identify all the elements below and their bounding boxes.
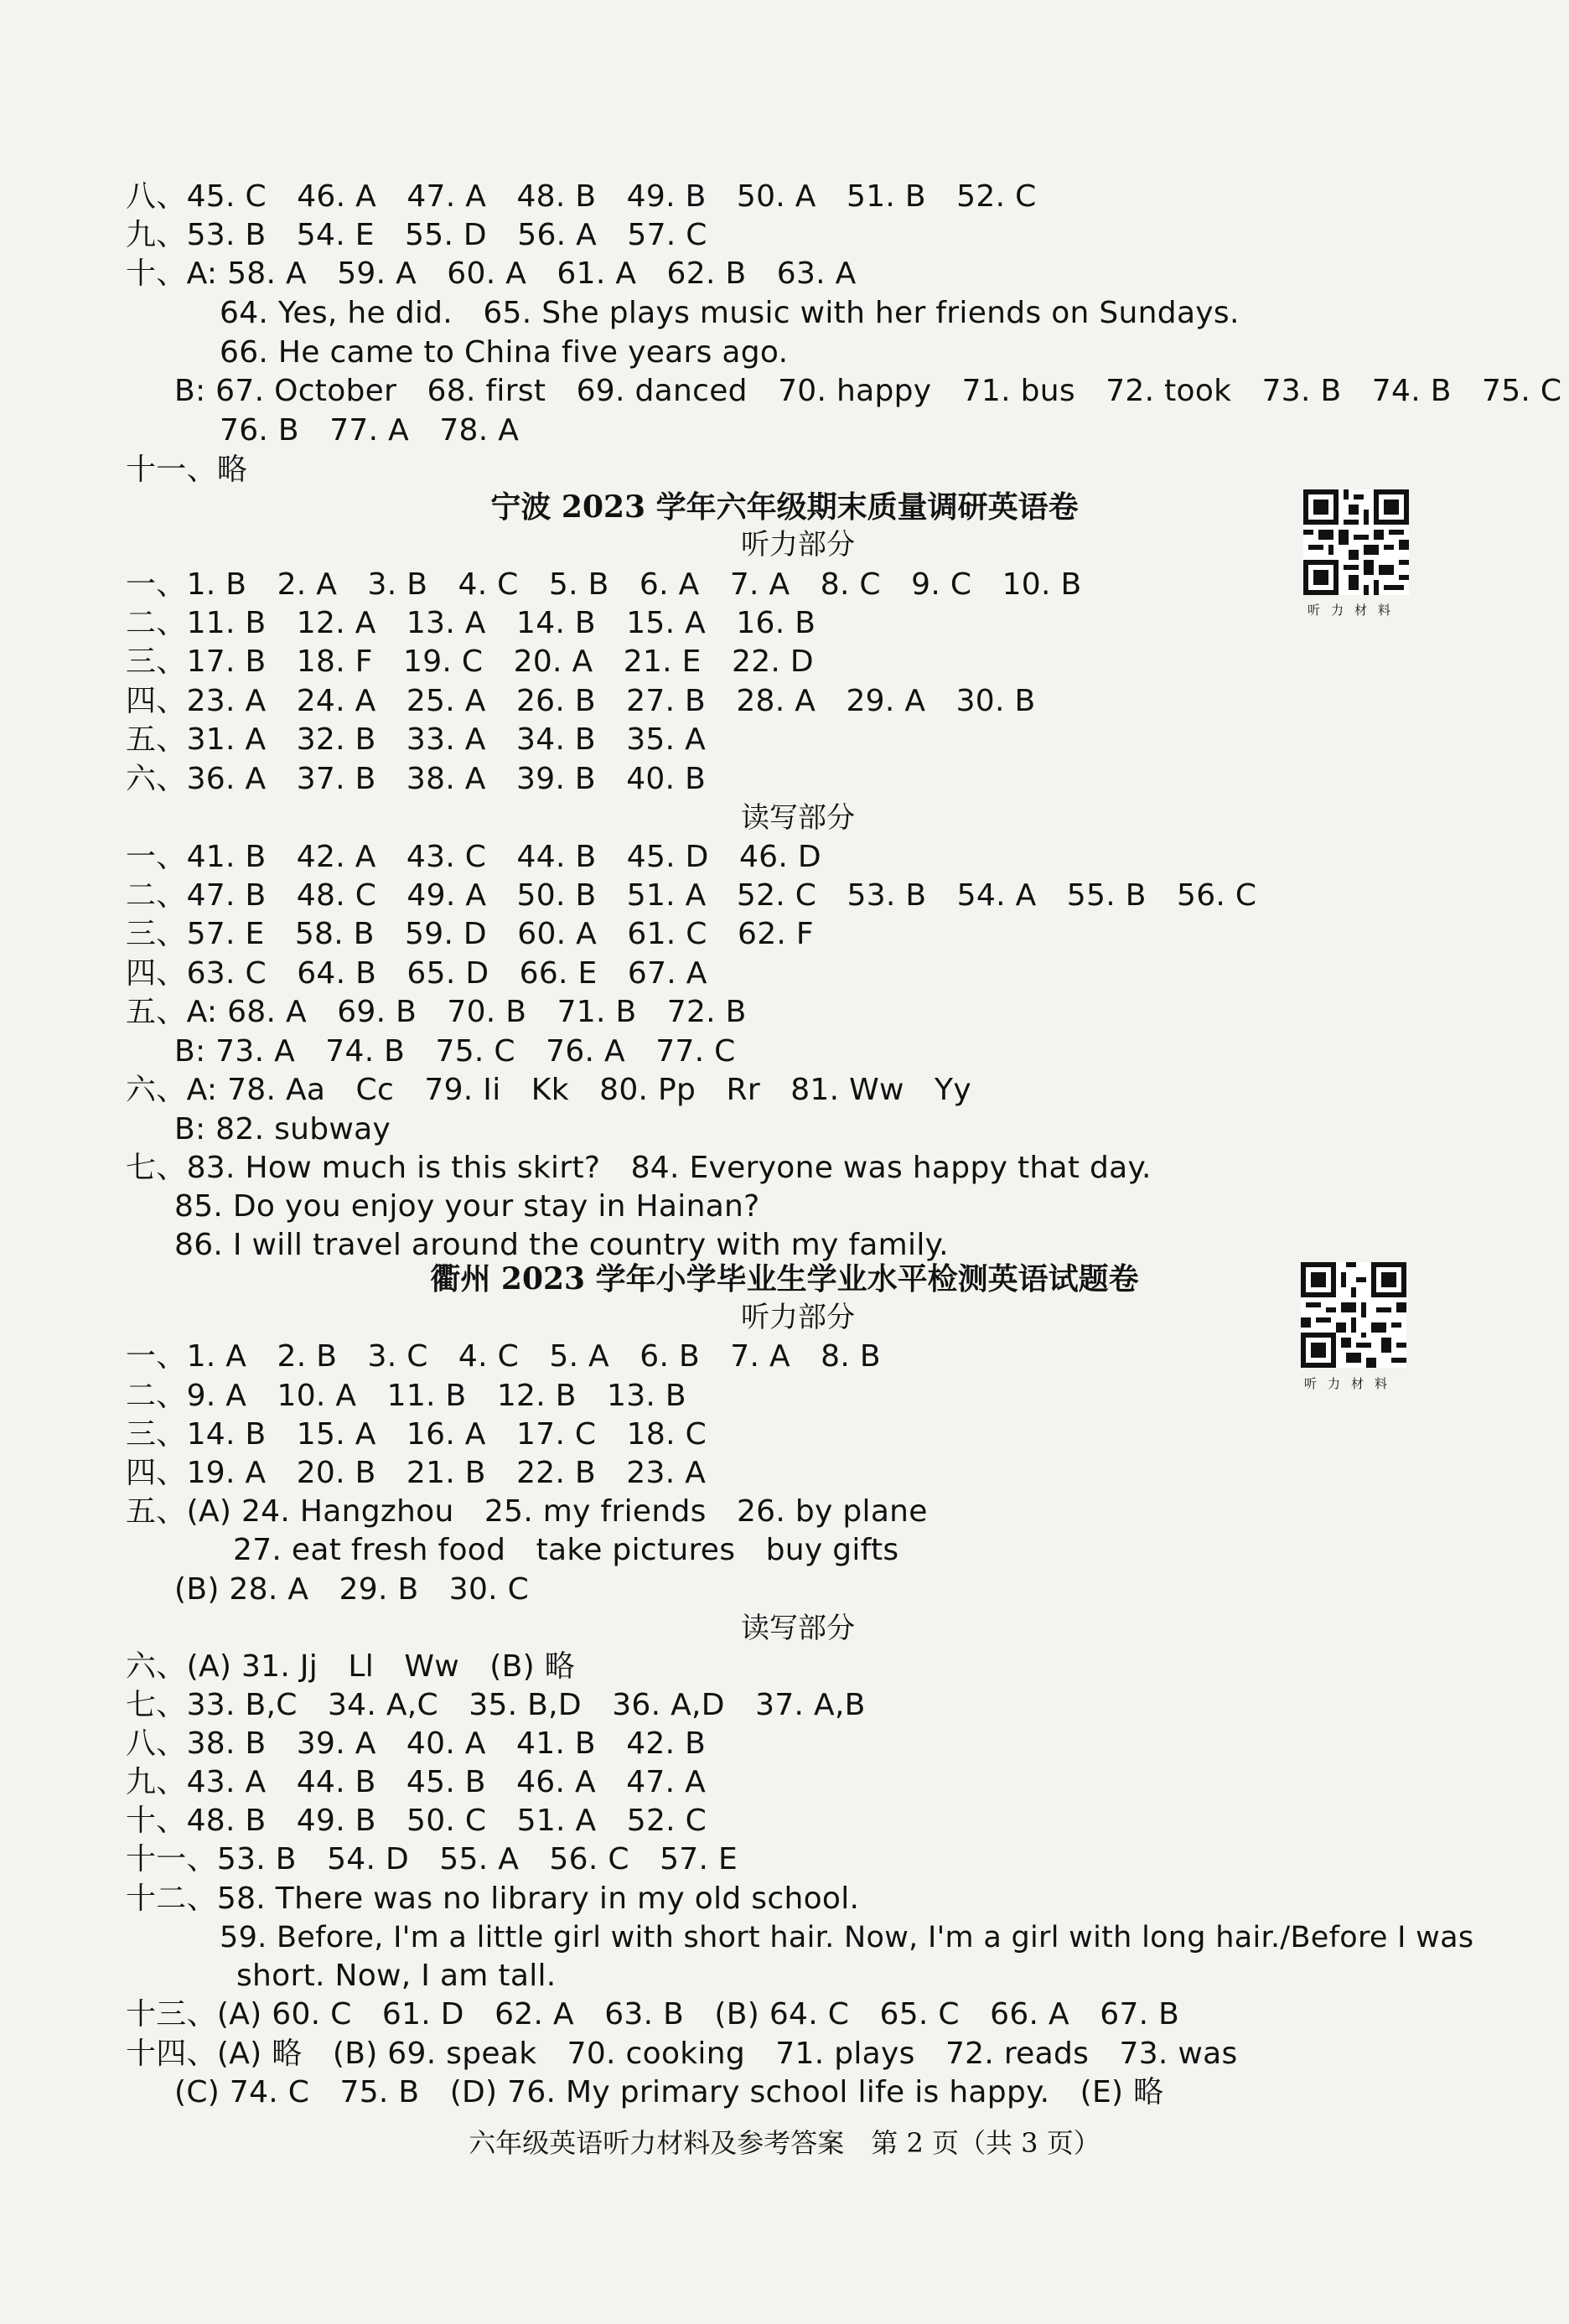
answer-line: 二、9. A 10. A 11. B 12. B 13. B <box>126 1379 686 1413</box>
answer-line: short. Now, I am tall. <box>236 1959 557 1993</box>
answer-line: 五、(A) 24. Hangzhou 25. my friends 26. by plane <box>126 1494 928 1529</box>
answer-line: 十二、58. There was no library in my old school. <box>126 1881 860 1916</box>
answer-line: 七、33. B,C 34. A,C 35. B,D 36. A,D 37. A,B <box>126 1688 866 1722</box>
section-title-ningbo: 宁波 2023 学年六年级期末质量调研英语卷 <box>490 489 1079 525</box>
answer-line: 九、43. A 44. B 45. B 46. A 47. A <box>126 1765 707 1799</box>
qr-code-icon[interactable] <box>1301 1262 1406 1368</box>
answer-line: 四、23. A 24. A 25. A 26. B 27. B 28. A 29. A 30. B <box>126 684 1036 718</box>
answer-line: 二、47. B 48. C 49. A 50. B 51. A 52. C 53. B 54. A 55. B 56. C <box>126 878 1257 913</box>
answer-line: 七、83. How much is this skirt? 84. Everyone was happy that day. <box>126 1151 1152 1185</box>
answer-line: 十一、略 <box>126 453 248 487</box>
answer-line: 76. B 77. A 78. A <box>220 413 520 448</box>
answer-line: 九、53. B 54. E 55. D 56. A 57. C <box>126 218 707 252</box>
answer-line: 六、36. A 37. B 38. A 39. B 40. B <box>126 762 707 796</box>
answer-line: 64. Yes, he did. 65. She plays music with her friends on Sundays. <box>220 296 1240 330</box>
answer-line: 十、48. B 49. B 50. C 51. A 52. C <box>126 1804 707 1838</box>
reading-writing-heading: 读写部分 <box>741 1612 855 1645</box>
answer-line: 五、A: 68. A 69. B 70. B 71. B 72. B <box>126 995 747 1029</box>
answer-line: 十、A: 58. A 59. A 60. A 61. A 62. B 63. A <box>126 256 857 291</box>
answer-line: 四、63. C 64. B 65. D 66. E 67. A <box>126 956 707 991</box>
answer-line: 27. eat fresh food take pictures buy gifts <box>233 1533 899 1567</box>
listening-heading: 听力部分 <box>741 528 855 562</box>
listening-heading: 听力部分 <box>741 1301 855 1334</box>
section-title-quzhou: 衢州 2023 学年小学毕业生学业水平检测英语试题卷 <box>430 1261 1139 1297</box>
answer-line: (B) 28. A 29. B 30. C <box>174 1572 530 1607</box>
answer-line: 一、41. B 42. A 43. C 44. B 45. D 46. D <box>126 840 821 874</box>
answer-line: 十三、(A) 60. C 61. D 62. A 63. B (B) 64. C 65. C 66. A 67. B <box>126 1997 1180 2032</box>
answer-line: 三、17. B 18. F 19. C 20. A 21. E 22. D <box>126 644 814 679</box>
answer-line: 十一、53. B 54. D 55. A 56. C 57. E <box>126 1842 738 1876</box>
answer-line: (C) 74. C 75. B (D) 76. My primary school life is happy. (E) 略 <box>174 2075 1164 2109</box>
answer-line: 六、(A) 31. Jj Ll Ww (B) 略 <box>126 1649 576 1684</box>
answer-line: 85. Do you enjoy your stay in Hainan? <box>174 1189 760 1224</box>
answer-line: B: 73. A 74. B 75. C 76. A 77. C <box>174 1034 736 1069</box>
answer-line: 四、19. A 20. B 21. B 22. B 23. A <box>126 1456 707 1490</box>
qr-code-icon[interactable] <box>1303 489 1409 595</box>
answer-line: B: 82. subway <box>174 1112 391 1146</box>
answer-line: 二、11. B 12. A 13. A 14. B 15. A 16. B <box>126 606 816 640</box>
answer-line: 十四、(A) 略 (B) 69. speak 70. cooking 71. plays 72. reads 73. was <box>126 2037 1238 2071</box>
answer-line: 86. I will travel around the country with my family. <box>174 1228 949 1262</box>
answer-line: 八、38. B 39. A 40. A 41. B 42. B <box>126 1726 707 1761</box>
answer-line: 一、1. B 2. A 3. B 4. C 5. B 6. A 7. A 8. C 9. C 10. B <box>126 567 1082 602</box>
answer-line: 59. Before, I'm a little girl with short hair. Now, I'm a girl with long hair./Before I was <box>220 1921 1474 1954</box>
answer-line: 三、14. B 15. A 16. A 17. C 18. C <box>126 1417 707 1452</box>
answer-line: 六、A: 78. Aa Cc 79. Ii Kk 80. Pp Rr 81. Ww Yy <box>126 1073 971 1107</box>
answer-line: 一、1. A 2. B 3. C 4. C 5. A 6. B 7. A 8. B <box>126 1339 881 1374</box>
answer-line: 五、31. A 32. B 33. A 34. B 35. A <box>126 722 707 757</box>
reading-writing-heading: 读写部分 <box>741 801 855 835</box>
answer-line: B: 67. October 68. first 69. danced 70. happy 71. bus 72. took 73. B 74. B 75. C <box>174 374 1562 408</box>
page-footer: 六年级英语听力材料及参考答案 第 2 页（共 3 页） <box>469 2127 1100 2159</box>
qr-caption: 听力材料 <box>1304 1376 1399 1391</box>
qr-caption: 听力材料 <box>1308 603 1402 618</box>
answer-line: 八、45. C 46. A 47. A 48. B 49. B 50. A 51. B 52. C <box>126 179 1037 214</box>
answer-line: 66. He came to China five years ago. <box>220 335 789 370</box>
answer-line: 三、57. E 58. B 59. D 60. A 61. C 62. F <box>126 917 814 951</box>
